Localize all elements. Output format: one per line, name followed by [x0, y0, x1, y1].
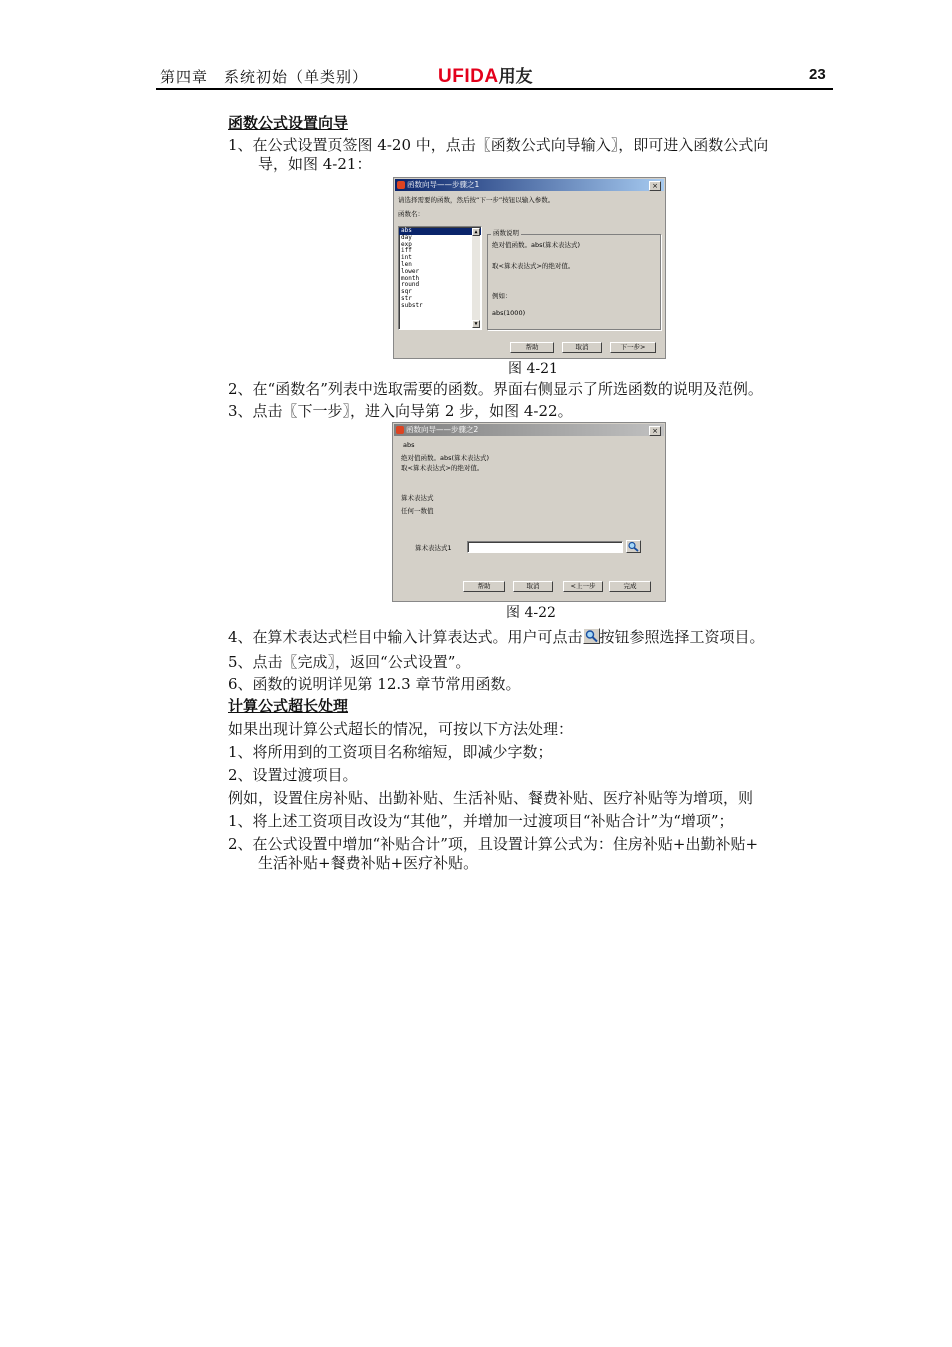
paragraph-6: 6、函数的说明详见第 12.3 章节常用函数。: [228, 675, 521, 693]
chapter-title: 第四章 系统初始（单类别）: [160, 68, 369, 86]
ufida-logo: [438, 62, 533, 88]
section-heading-formula-wizard: 函数公式设置向导: [228, 114, 349, 132]
cancel-button[interactable]: 取消: [513, 581, 553, 592]
paragraph-12-line2: 生活补贴+餐费补贴+医疗补贴。: [258, 854, 479, 872]
expression-input[interactable]: [467, 541, 623, 553]
paragraph-3: 3、点击〖下一步〗，进入向导第 2 步，如图 4-22。: [228, 402, 573, 420]
dialog2-title: 函数向导——步骤之2: [406, 425, 479, 434]
page-number: 23: [809, 66, 826, 83]
function-list-item[interactable]: abs: [399, 228, 481, 235]
param-name: 算术表达式: [401, 494, 434, 502]
paragraph-1-line2: 导，如图 4-21：: [258, 155, 372, 173]
header-rule: [156, 88, 833, 90]
help-button[interactable]: 帮助: [463, 581, 505, 592]
function-list-item[interactable]: substr: [401, 301, 423, 309]
function-list-item[interactable]: str: [401, 294, 412, 302]
function-list-item[interactable]: exp: [401, 240, 412, 248]
logo-cn: 用友: [498, 67, 533, 86]
dialog2-function-name: abs: [403, 441, 415, 449]
dialog2-desc-line1: 绝对值函数。abs(算术表达式): [401, 454, 490, 462]
function-wizard-step2-dialog: [392, 422, 666, 602]
function-list-item[interactable]: sqr: [401, 288, 412, 296]
paragraph-12-line1: 2、在公式设置中增加“补贴合计”项，且设置计算公式为：住房补贴+出勤补贴+: [228, 835, 759, 853]
function-list-item[interactable]: day: [401, 233, 412, 241]
paragraph-10: 例如，设置住房补贴、出勤补贴、生活补贴、餐费补贴、医疗补贴等为增项，则: [228, 789, 754, 807]
dialog-icon: [397, 181, 405, 189]
function-description-label: 函数说明: [493, 229, 519, 237]
cancel-button[interactable]: 取消: [562, 342, 602, 353]
function-wizard-step1-dialog: [393, 177, 666, 359]
paragraph-2: 2、在“函数名”列表中选取需要的函数。界面右侧显示了所选函数的说明及范例。: [228, 380, 763, 398]
dialog1-instruction: 请选择需要的函数，然后按“下一步”按钮以输入参数。: [398, 196, 555, 204]
logo-brand: UFIDA: [438, 66, 499, 87]
dialog1-desc-line1: 绝对值函数。abs(算术表达式): [492, 241, 581, 249]
paragraph-8: 1、将所用到的工资项目名称缩短，即减少字数；: [228, 743, 553, 761]
expression-field-label: 算术表达式1: [415, 544, 452, 552]
figure-caption-4-21: 图 4-21: [508, 361, 558, 377]
paragraph-1-line1: 1、在公式设置页签图 4-20 中，点击〖函数公式向导输入〗，即可进入函数公式向: [228, 136, 769, 154]
function-list-item[interactable]: iff: [401, 247, 412, 255]
example-label: 例如：: [492, 292, 512, 300]
paragraph-4-after: 按钮参照选择工资项目。: [599, 628, 765, 646]
paragraph-11: 1、将上述工资项目改设为“其他”，并增加一过渡项目“补贴合计”为“增项”；: [228, 812, 734, 830]
function-list-item[interactable]: lower: [401, 267, 420, 275]
function-listbox[interactable]: [398, 226, 482, 330]
dialog2-desc-line2: 取<算术表达式>的绝对值。: [401, 464, 484, 472]
close-icon[interactable]: ×: [649, 181, 661, 191]
function-list-item[interactable]: round: [401, 281, 420, 289]
paragraph-4-before: 4、在算术表达式栏目中输入计算表达式。用户可点击: [228, 628, 583, 646]
scroll-down-icon[interactable]: ▼: [472, 320, 480, 328]
dialog1-titlebar[interactable]: [395, 179, 664, 191]
paragraph-7: 如果出现计算公式超长的情况，可按以下方法处理：: [228, 720, 574, 738]
paragraph-4: [228, 628, 765, 647]
paragraph-5: 5、点击〖完成〗，返回“公式设置”。: [228, 653, 471, 671]
paragraph-9: 2、设置过渡项目。: [228, 766, 358, 784]
previous-button[interactable]: <上一步: [563, 581, 603, 592]
help-button[interactable]: 帮助: [510, 342, 554, 353]
next-button[interactable]: 下一步>: [610, 342, 656, 353]
dialog1-desc-line2: 取<算术表达式>的绝对值。: [492, 262, 575, 270]
listbox-scrollbar[interactable]: [472, 228, 480, 328]
close-icon[interactable]: ×: [649, 426, 661, 436]
search-icon[interactable]: [626, 540, 641, 553]
function-list-item[interactable]: month: [401, 274, 420, 282]
function-list-item[interactable]: len: [401, 260, 412, 268]
search-icon: [583, 628, 600, 644]
section-heading-long-formula: 计算公式超长处理: [228, 697, 349, 715]
dialog2-titlebar[interactable]: [394, 424, 664, 436]
function-name-label: 函数名：: [398, 210, 424, 218]
finish-button[interactable]: 完成: [609, 581, 651, 592]
dialog-icon: [396, 426, 404, 434]
dialog1-title: 函数向导——步骤之1: [407, 180, 480, 189]
example-value: abs(1000): [492, 309, 526, 317]
scroll-up-icon[interactable]: ▲: [472, 228, 480, 236]
figure-caption-4-22: 图 4-22: [506, 605, 556, 621]
function-list-item[interactable]: int: [401, 254, 412, 262]
param-desc: 任何一数值: [401, 507, 434, 515]
